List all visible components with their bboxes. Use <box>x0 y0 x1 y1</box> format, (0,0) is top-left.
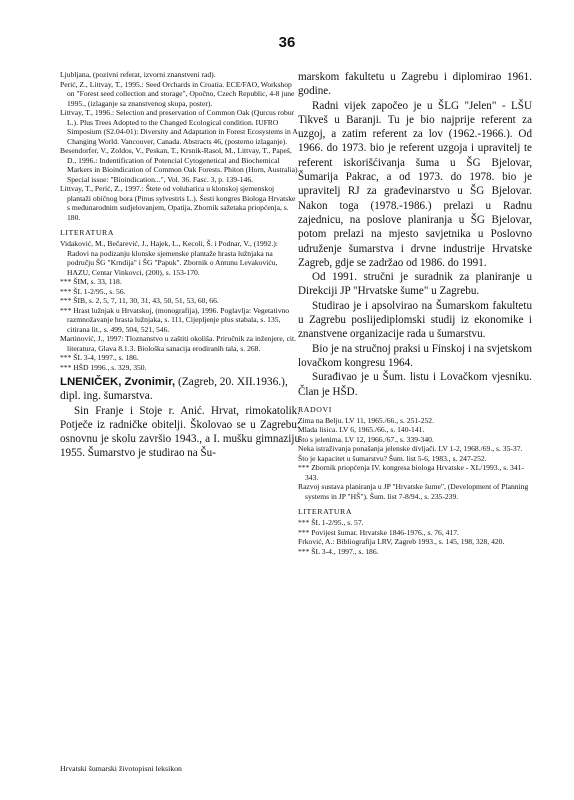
radovi-item: Razvoj sustava planiranja u JP "Hrvatske šume", (Development of Planning systems in JP "HŠ"). Šum. list 7-8/94., s. 235-239. <box>298 482 529 501</box>
literatura-item: *** ŠIB, s. 2, 5, 7, 11, 30, 31, 43, 50, 51, 53, 60, 66. <box>60 296 219 305</box>
entry-title-rest: (Zagreb, 20. XII.1936.), dipl. ing. šumarstva. <box>60 376 288 403</box>
literatura-item: *** Hrast lužnjak u Hrvatskoj, (monografija), 1996. Poglavlja: Vegetativno razmnožavanje hrasta lužnjaka, s. 111, Cijepljenje plus stabala, s. 135, citirana lit., s. 499, 504, 521, 546. <box>60 305 290 334</box>
literatura-item: *** ŠL 3-4., 1997., s. 186. <box>298 546 379 556</box>
bio-paragraph: Bio je na stručnoj praksi u Finskoj i na svjetskom lovačkom kongresu 1964. <box>298 342 532 369</box>
radovi-item: Mlada lisica. LV 6, 1965./66., s. 140-141. <box>298 425 425 435</box>
literatura-item: *** ŠL 1-2/95., s. 56. <box>60 286 126 296</box>
page-number: 36 <box>278 34 296 51</box>
reference-item: Ljubljana, (pozivni referat, izvorni znanstveni rad). <box>60 70 216 79</box>
literatura-item: Martinović, J., 1997: Tloznanstvo u zaštiti okoliša. Priručnik za inženjere, cit. literatura, Glava 8.1.3. Biološka sanacija erodiranih tala, s. 268. <box>60 334 297 353</box>
radovi-item: Što s jelenima. LV 12, 1966./67., s. 339-340. <box>298 434 434 444</box>
right-column <box>298 70 532 556</box>
literatura-item: *** ŠL 3-4, 1997., s. 186. <box>60 353 139 362</box>
bio-paragraph: Studirao je i apsolvirao na Šumarskom fakultetu u Zagrebu poslijediplomski studij iz ekonomike i znanstvene organizacije rada u šumarstvu. <box>298 299 532 341</box>
entry-name: LNENIČEK, Zvonimir, <box>60 376 176 388</box>
literatura-item: *** Povijest šumar. Hrvatske 1846-1976., s. 76, 417. <box>298 527 459 537</box>
reference-item: Littvay, T., 1996.: Selection and preservation of Common Oak (Qurcus robur L.). Plus Trees Adopted to the Changed Ecological condition. IUFRO Simposium (S2.04-01): Diversity and Adaptation in Forest Ecosystems in A Changing World. Vancouver, Canada. Abstracts 46, (posterno izlaganje). <box>60 108 298 146</box>
reference-item: Littvay, T., Perić, Z., 1997.: Štete od voluharica u klonskoj sjemenskoj plantaži običnog bora (Pinus sylvestris L.). Šesti kongres Biologa Hrvatske s međunarodnim sudjelovanjem, Opatija, Zbornik sažetaka priopćenja, s. 180. <box>60 184 296 222</box>
entry-bio: Sin Franje i Stoje r. Anić. Hrvat, rimokatolik. Potječe iz radničke obitelji. Školovao se u Zagrebu: osnovnu je skolu završio 1943., a I. mušku gimnaziju 1955. Šumarstvo je studirao na Šu- <box>60 404 300 460</box>
radovi-item: Što je kapacitet u šumarstvu? Šum. list 5-6, 1983., s. 247-252. <box>298 453 487 463</box>
page-footer: Hrvatski šumarski životopisni leksikon <box>60 764 182 773</box>
left-column <box>60 70 300 461</box>
bio-paragraph: Od 1991. stručni je suradnik za planiranje u Direkciji JP "Hrvatske šume" u Zagrebu. <box>298 271 532 298</box>
literatura-heading: LITERATURA <box>60 228 115 237</box>
literatura-item: *** ŠIM, s. 33, 118. <box>60 277 122 286</box>
reference-item: Besendorfer, V., Zoldos, V., Peskan, T., Krsnik-Rasol, M., Littvay, T., Papeš, D., 1996.: Indentification of Potencial Cytogenetical and Biochemical Markers in Bioindication of Common Oak Forests. Phiton (Horn, Australia). Special issue: "Bioindication...", Vol. 36. Fasc. 3, p. 139-146. <box>60 146 300 184</box>
literatura-heading: LITERATURA <box>298 507 353 517</box>
radovi-item: Zima na Belju. LV 11, 1965./66., s. 251-252. <box>298 415 434 425</box>
radovi-heading: RADOVI <box>298 404 332 414</box>
literatura-item: Vidaković, M., Bečarević, J., Hajek, L., Kecoli, Š. i Podnar, V., (1992.): Radovi na podizanju klonske sjemenske plantaže hrasta lužnjaka na području ŠG "Krndija" i ŠG "Papuk". Zbornik o Antunu Levakoviću, HAZU, Centar Vinkovci, (200), s. 153-170. <box>60 239 278 277</box>
radovi-item: *** Zbornik priopćenja IV. kongresa biologa Hrvatske - XL/1993., s. 341-343. <box>298 463 524 482</box>
bio-paragraph: marskom fakultetu u Zagrebu i diplomirao 1961. godine. <box>298 71 532 98</box>
reference-item: Perić, Z., Littvay, T., 1995.: Seed Orchards in Croatia. ECE/FAO, Workshop on "Forest seed collection and storage", Opočno, Czech Republic, 4-8 june 1995., (izlaganje sa znanstvenog skupa, poster). <box>60 79 295 108</box>
literatura-item: Frković, A.: Bibliografija LRV, Zagreb 1993., s. 145, 198, 328, 420. <box>298 537 505 547</box>
bio-paragraph: Surađivao je u Šum. listu i Lovačkom vjesniku. Član je HŠD. <box>298 371 532 398</box>
entry-title <box>60 375 300 404</box>
literatura-item: *** HŠD 1996., s. 329, 350. <box>60 362 147 372</box>
bio-paragraph: Radni vijek započeo je u ŠLG "Jelen" - LŠU Tikveš u Baranji. Tu je bio najprije referent za uzgoj, a zatim referent za lov (1962.-1966.). Od 1966. do 1973. bio je referent uzgoja i upravitelj te referent iskorišćivanja šuma u ŠG Bjelovar, Šumarija Pakrac, a od 1973. do 1978. bio je upravitelj RJ za građevinarstvo u ŠG Bjelovar. Nakon toga (1978.-1986.) prelazi u Radnu zajednicu, na poslove planiranja u ŠG Bjelovar, potom prelazi na mjesto savjetnika u Poslovno udruženje šumarstva i drvne industrije Hrvatske Zagreb, gdje se zadržao od 1986. do 1991. <box>298 99 532 269</box>
radovi-item: Neka istraživanja ponašanja jelenske divljači. LV 1-2, 1968./69., s. 35-37. <box>298 444 523 454</box>
literatura-item: *** ŠL 1-2/95., s. 57. <box>298 518 364 528</box>
